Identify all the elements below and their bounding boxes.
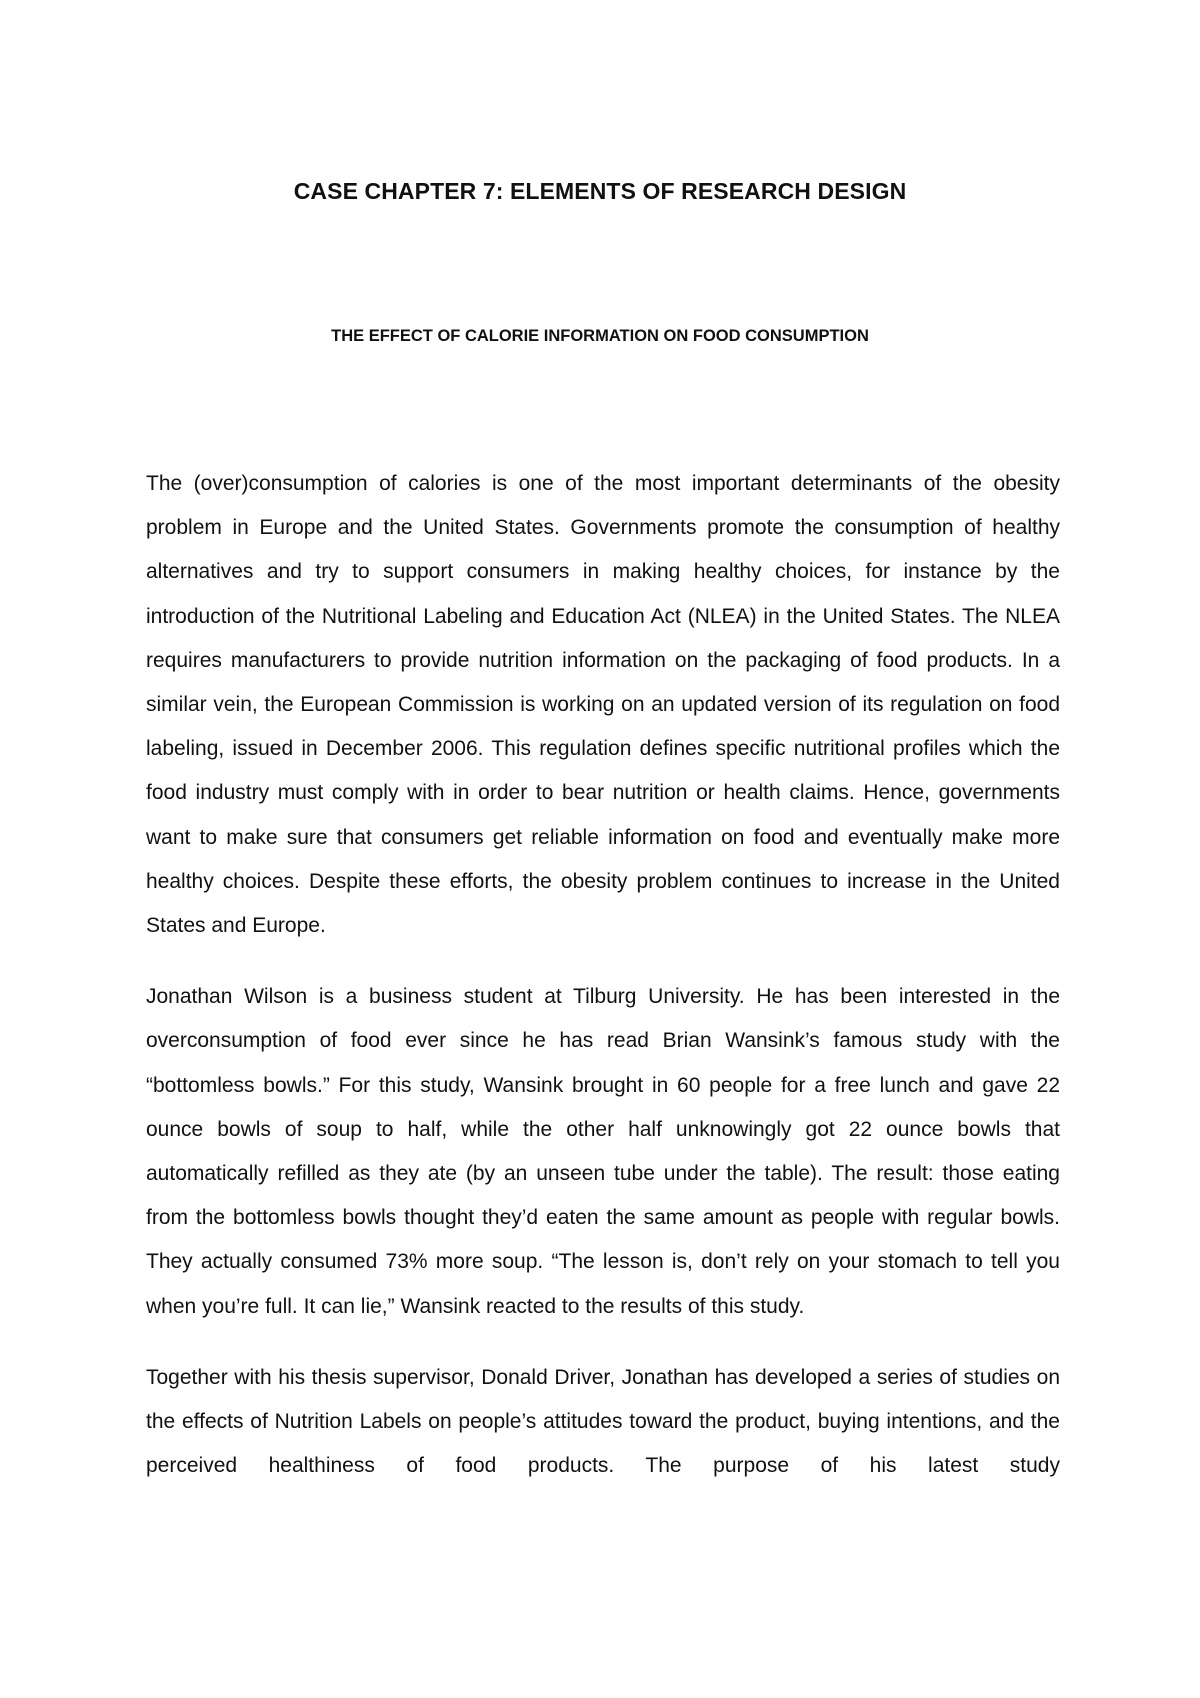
paragraph-obesity-labeling: The (over)consumption of calories is one of the most important determinants of the obesity problem in Europe and the United States. Governments promote the consumption of healthy alternatives and try to support consumers in making healthy choices, for instance by the introduction of the Nutritional Labeling and Education Act (NLEA) in the United States. The NLEA requires manufacturers to provide nutrition information on the packaging of food products. In a similar vein, the European Commission is working on an updated version of its regulation on food labeling, issued in December 2006. This regulation defines specific nutritional profiles which the food industry must comply with in order to bear nutrition or health claims. Hence, governments want to make sure that consumers get reliable information on food and eventually make more healthy choices. Despite these efforts, the obesity problem continues to increase in the United States and Europe.: [146, 472, 1060, 938]
paragraph-thesis-studies: Together with his thesis supervisor, Donald Driver, Jonathan has developed a series of studies on the effects of Nutrition Labels on people’s attitudes toward the product, buying intentions, and the perceived healthiness of food products. The purpose of his latest study: [146, 1365, 1060, 1478]
paragraph-jonathan-wilson: Jonathan Wilson is a business student at Tilburg University. He has been interested in the overconsumption of food ever since he has read Brian Wansink’s famous study with the “bottomless bowls.” For this study, Wansink brought in 60 people for a free lunch and gave 22 ounce bowls of soup to half, while the other half unknowingly got 22 ounce bowls that automatically refilled as they ate (by an unseen tube under the table). The result: those eating from the bottomless bowls thought they’d eaten the same amount as people with regular bowls. They actually consumed 73% more soup. “The lesson is, don’t rely on your stomach to tell you when you’re full. It can lie,” Wansink reacted to the results of this study.: [146, 985, 1060, 1318]
case-title: THE EFFECT OF CALORIE INFORMATION ON FOOD CONSUMPTION: [331, 327, 869, 345]
chapter-title: CASE CHAPTER 7: ELEMENTS OF RESEARCH DESIGN: [293, 178, 907, 204]
document-body: [146, 462, 1060, 1488]
